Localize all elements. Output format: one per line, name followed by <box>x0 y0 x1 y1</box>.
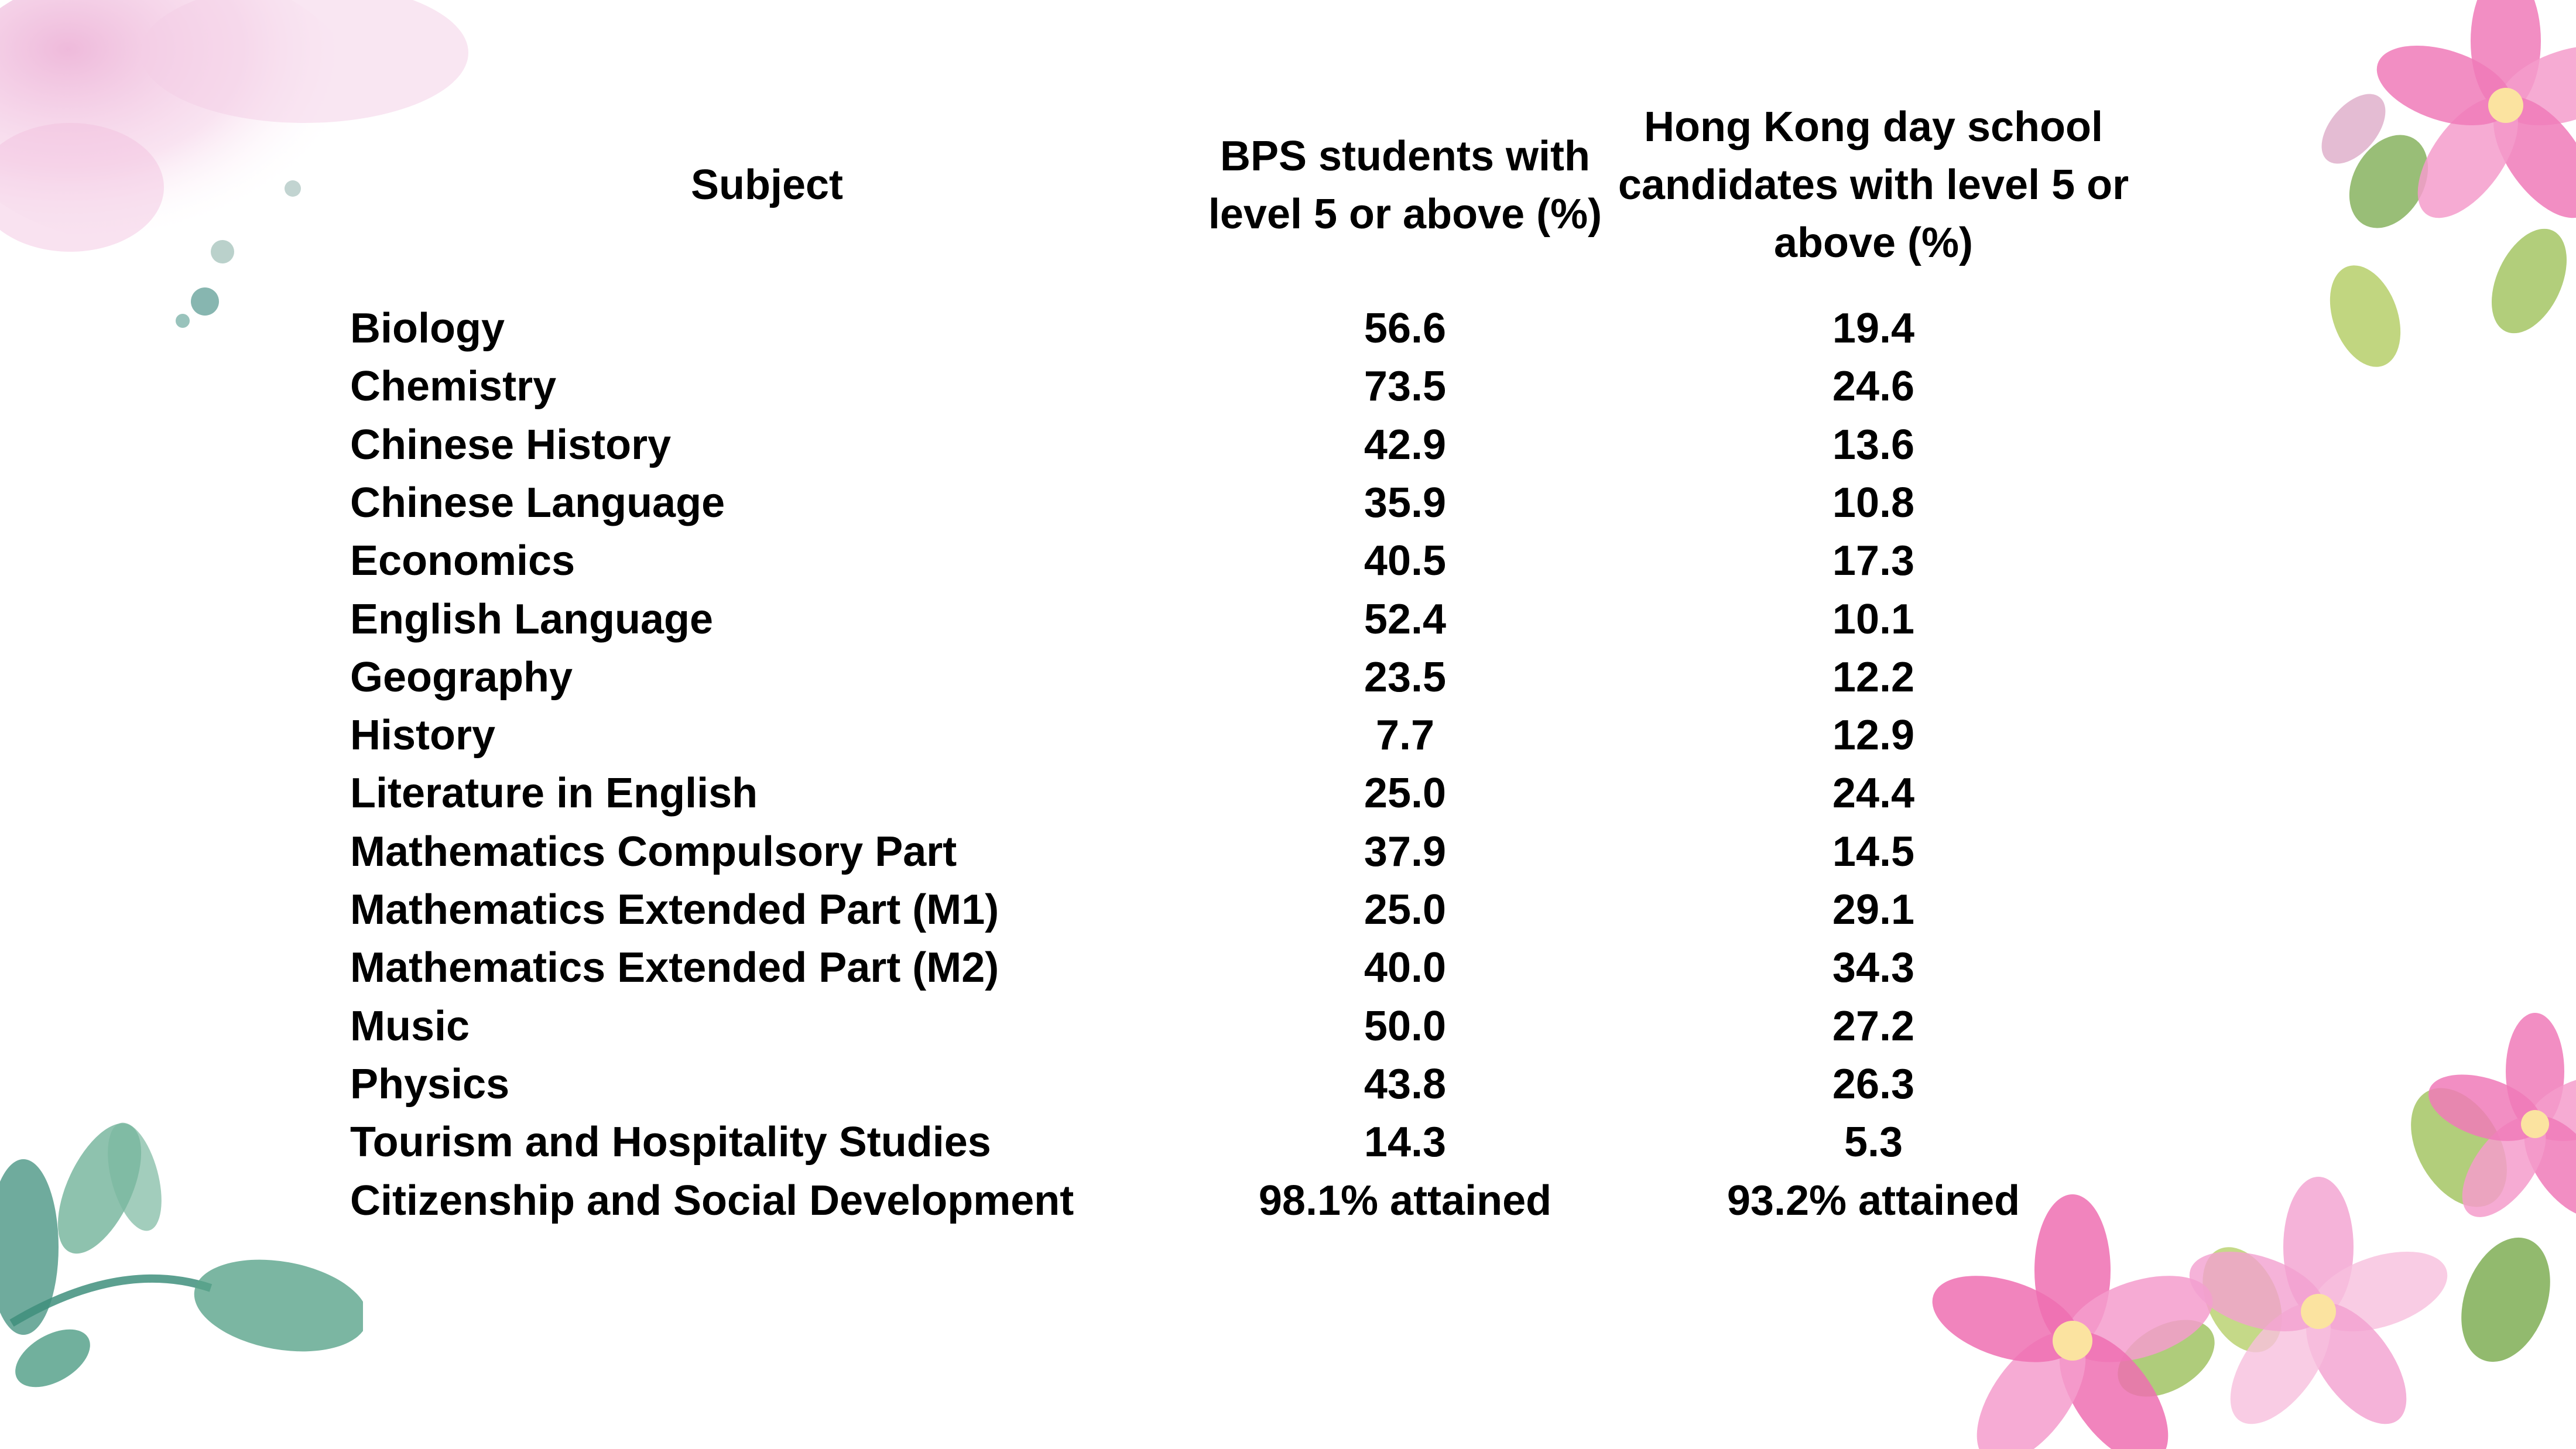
hk-value-cell: 19.4 <box>1832 305 1915 352</box>
header-hk-percentage: Hong Kong day school candidates with level 5 or above (%) <box>1618 104 2129 266</box>
bps-value-cell: 73.5 <box>1364 363 1447 410</box>
hk-value-cell: 24.4 <box>1832 770 1915 817</box>
hk-value-cell: 13.6 <box>1832 421 1915 468</box>
green-leaf-branch-icon <box>0 1112 363 1405</box>
hk-value-cell: 10.8 <box>1832 479 1915 526</box>
bps-value-cell: 98.1% attained <box>1258 1177 1552 1224</box>
subject-cell: Mathematics Compulsory Part <box>350 828 957 875</box>
bps-value-cell: 40.5 <box>1364 537 1447 585</box>
hk-value-cell: 5.3 <box>1844 1119 1903 1166</box>
subject-cell: Chinese Language <box>350 479 725 526</box>
hk-value-cell: 12.9 <box>1832 712 1915 759</box>
hk-value-cell: 34.3 <box>1832 944 1915 992</box>
subject-cell: History <box>350 712 496 759</box>
bps-value-cell: 7.7 <box>1375 712 1435 759</box>
subject-cell: Mathematics Extended Part (M1) <box>350 886 999 933</box>
subject-cell: English Language <box>350 595 714 643</box>
bps-value-cell: 35.9 <box>1364 479 1447 526</box>
subject-cell: Economics <box>350 537 576 585</box>
hk-value-cell: 27.2 <box>1832 1002 1915 1050</box>
bps-value-cell: 23.5 <box>1364 653 1447 701</box>
subject-cell: Music <box>350 1002 470 1050</box>
hk-value-cell: 12.2 <box>1832 653 1915 701</box>
hk-value-cell: 14.5 <box>1832 828 1915 875</box>
bps-value-cell: 42.9 <box>1364 421 1447 468</box>
subject-cell: Chinese History <box>350 421 672 468</box>
bps-value-cell: 14.3 <box>1364 1119 1447 1166</box>
header-bps-percentage: BPS students with level 5 or above (%) <box>1208 133 1602 238</box>
hk-value-cell: 26.3 <box>1832 1060 1915 1108</box>
hk-value-cell: 93.2% attained <box>1727 1177 2020 1224</box>
bps-value-cell: 50.0 <box>1364 1002 1447 1050</box>
bps-value-cell: 40.0 <box>1364 944 1447 992</box>
hk-value-cell: 24.6 <box>1832 363 1915 410</box>
subject-cell: Mathematics Extended Part (M2) <box>350 944 999 992</box>
bps-value-cell: 25.0 <box>1364 770 1447 817</box>
pink-watercolor-splash-icon <box>0 0 527 351</box>
subject-cell: Tourism and Hospitality Studies <box>350 1119 991 1166</box>
bps-value-cell: 37.9 <box>1364 828 1447 875</box>
subject-cell: Chemistry <box>350 363 557 410</box>
hk-value-cell: 10.1 <box>1832 595 1915 643</box>
bps-value-cell: 52.4 <box>1364 595 1447 643</box>
subject-cell: Physics <box>350 1060 510 1108</box>
header-subject: Subject <box>690 162 844 208</box>
bps-value-cell: 43.8 <box>1364 1060 1447 1108</box>
hk-value-cell: 17.3 <box>1832 537 1915 585</box>
bps-value-cell: 25.0 <box>1364 886 1447 933</box>
pink-flower-cluster-icon <box>2283 0 2576 398</box>
bps-value-cell: 56.6 <box>1364 305 1447 352</box>
subject-cell: Geography <box>350 653 573 701</box>
subject-cell: Literature in English <box>350 770 758 817</box>
subject-cell: Biology <box>350 305 505 352</box>
hk-value-cell: 29.1 <box>1832 886 1915 933</box>
subject-cell: Citizenship and Social Development <box>350 1177 1074 1224</box>
